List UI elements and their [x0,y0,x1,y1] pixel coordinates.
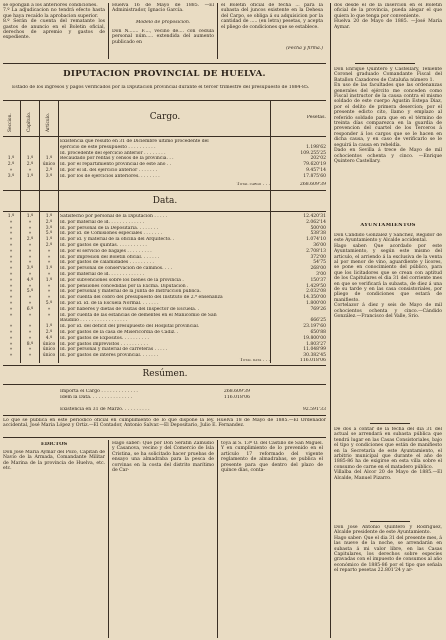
table-row [0,162,330,168]
articulo-cell: único [42,341,56,347]
table-row [0,307,330,313]
articulo-cell: 1.º [45,237,53,243]
col-divider [330,3,331,638]
capitulo-cell: 2.º [26,162,34,168]
data-title: Data. [152,196,178,206]
amount-cell: 3'00 [316,272,326,277]
table-row [0,255,330,261]
articulo-cell: único [42,353,56,359]
concept-cell: Id. por el repartimiento provincial de este año . . [60,162,172,168]
concept-cell: Id. por subvenciones sobre los bienes de la provincia . [60,277,184,283]
concept-cell: Id. por gastos de calamidades . . . . . . . . . [60,260,154,266]
concept-cell: Id. procedente del ejercicio anterior . . . . . . . . [60,150,166,156]
capitulo-cell: » [28,225,32,231]
amount-cell: 538'38 [310,231,326,237]
col-divider [108,440,109,638]
diputacion-subtitle: Estado de los ingresos y pagos verificados por la Diputacion provincial durante el tercer trimestre del presupuesto de 1884-85. [12,85,310,90]
cargo-title: Cargo. [149,112,181,122]
concept-cell: Id. por personal y material de carreteras . . . . . [60,347,168,353]
concept-cell: Id. por cuenta del cobro del presupuesto del Instituto de 2.ª enseñanza [60,295,223,301]
articulo-cell: 5.º [45,231,53,237]
ayuntamientos-title: AYUNTAMIENTOS [360,223,416,228]
articulo-cell: 5.º [45,301,53,306]
table-row [0,237,330,243]
amount-cell: 1.429'50 [306,283,326,289]
cargo-total-label: Total cargo . . . [236,182,270,187]
amount-cell: 2.062'14 [306,219,326,225]
concept-cell: Id. por personal y material de la Junta de Instruccion pública. [60,289,201,295]
seccion-cell: » [9,295,13,301]
seccion-cell: » [9,272,13,277]
seccion-cell: » [9,347,13,353]
articulo-cell: 1.º [45,266,53,272]
right-top: dos desde el de la insercion en el Boletin oficial de la provincia, pueda alegar el que quiera lo que tenga por conveniente. Huelva 20 de Mayo de 1885. —José María Aymar. [334,3,442,30]
table-row [0,168,330,174]
capitulo-cell: » [28,324,32,330]
edictos-title: EDICTOS [40,442,68,447]
articulo-cell: 1.º [45,214,53,219]
articulo-cell: único [42,162,56,168]
concept-cell: Id. por el servicio de bagajes . . . . . . . . . [60,248,152,254]
concept-cell: Id. por los de ejercicios anteriores. . . . . . . . [60,173,160,179]
amount-cell: 17.875'60 [303,173,326,179]
section-rule [3,437,326,438]
data-total-label: Total data . . . [239,358,270,363]
concept-cell: Existencia que resultó en 31 de Diciembre último procedente del [60,139,209,144]
articulo-cell: único [42,347,56,353]
seccion-cell: » [9,254,13,260]
table-col-rule [58,101,59,363]
concept-cell: Id. por personal de la Depositaría. . . . . . . . [60,225,159,231]
concept-cell: Baudilio . . . . . . . . . . . . . . . . . [60,318,128,324]
table-row [0,313,330,319]
seccion-cell: » [9,306,13,312]
top-col3: el Boletin oficial de fecha ... para la subasta del juncos existente en la Dehesa del Carpo, se obliga á su adquisicion por la cantidad de ..... (en letra) pesetas, y acepta el pliego de condiciones que se establece. [221,3,323,30]
articulo-cell: 1.º [45,277,53,283]
table-row [0,284,330,290]
articulo-cell: » [47,260,51,266]
articulo-cell: » [47,289,51,295]
concept-cell: ejercicio de este presupuesto . . . . . . . . . . [60,144,156,150]
table-rule [3,136,326,137]
seccion-cell: » [9,237,13,243]
concept-cell: Id. por pensiones concedidas por la Excma. Diputacion . [60,283,189,289]
table-row [0,301,330,307]
amount-cell: 769'26 [310,306,326,312]
articulo-cell: » [47,283,51,289]
capitulo-cell: 1.º [26,156,34,162]
seccion-cell: » [9,301,13,306]
seccion-cell: » [9,324,13,330]
amount-cell: 30.382'45 [303,353,326,359]
amount-cell: 23.197'60 [303,324,326,330]
capitulo-cell: 4.º [26,277,34,283]
col-header-capitulo: Capítulo. [27,111,32,132]
top-col2: Huelva 16 de Mayo de 1885. —El Administrador, Ignacio García. [112,3,214,14]
table-row [0,272,330,278]
seccion-cell: » [9,312,13,318]
concept-cell: Id. por id. y material de la oficina del Arquitecto. . [60,237,175,243]
amount-cell: 9.457'14 [306,168,326,173]
table-rule [3,190,326,191]
capitulo-cell: » [28,353,32,359]
resumen-title: Resúmen. [142,369,188,379]
data-total: 116.018'06 [299,358,326,363]
capitulo-cell: » [28,295,32,301]
col-header-articulo: Artículo. [46,112,51,132]
cargo-total: 268.609'39 [299,182,326,187]
table-row [0,145,330,151]
concept-cell: Id. por el id. del ejercicio anterior . . . . . . . [60,168,158,173]
table-row [0,174,330,180]
articulo-cell: 2.º [45,243,53,248]
right-candido1: Don Cándido González y Sánchez, Regidor de este Ayuntamiento y Alcalde accidental. Hago saber: Que acordado por este Ayuntamiento, y según este mismo del articulo, el arriendo á la exclusiva de la venta al por menor de vino, aguardiente y licores, se pone en conocimiento del público, para que los licitadores que se crean con aptitud de los Capitulares el dia 31 del corriente mes en que se verificará la subasta, de diez á una de su tarde y en las casa consistoriales, por pliego de condiciones que estará de manifiesto. Cortelazor á diez y seis de Mayo de mil ochocientos ochenta y cinco.—Cándido González.—Francisco del Valle, Srio. [334,233,442,320]
table-row [0,249,330,255]
amount-cell: 12.420'31 [303,214,326,219]
amount-cell: 500'00 [310,225,326,231]
articulo-cell: 1.º [45,324,53,330]
concept-cell: Id. por cuenta de las estancias de dementes en el Manicomio de San [60,312,217,318]
capitulo-cell: » [28,283,32,289]
amount-cell: 11.048'99 [303,347,326,353]
seccion-cell: » [9,248,13,254]
table-row [0,139,330,145]
table-row [0,214,330,220]
table-col-rule [270,101,271,363]
table-row [0,278,330,284]
table-col-rule [20,101,21,363]
capitulo-cell: » [28,330,32,335]
capitulo-cell: » [28,168,32,173]
seccion-cell: » [9,277,13,283]
capitulo-cell: 3.º [26,266,34,272]
amount-cell: 14.350'00 [303,295,326,301]
concept-cell: Id. por material de id. . . . . . . . . . . . . [60,219,145,225]
top-col2b: Don N....... F...., vecino de.... con cédula personal núm..... extendida del aumento publicado en [112,29,214,45]
capitulo-cell: 2.º [26,237,34,243]
concept-cell: Id. por id. de Comisiones especiales . . . . . . . [60,231,163,237]
seccion-cell: » [9,231,13,237]
amount-cell: 650'88 [310,330,326,335]
seccion-cell: 3.º [7,173,15,179]
top-col1: se opongan á los anteriores condiciones. 7.º La adjudicacion no tendrá efecto hasta que haya recaído la aprobacion superior. 8.º Serán de cuenta del rematante los gastos de anuncio en el Boletin oficial, derechos de apremio y gastos de expediente. [3,3,105,41]
table-row [0,220,330,226]
concept-cell: Id. por material de id. . . . . . . . . . . . . [60,272,145,277]
capitulo-cell: 1.º [26,214,34,219]
concept-cell: Id. por gastos de interés provincial. . . . . . . [60,353,159,359]
resumen-data-value: 116.018'06 [223,395,250,400]
concept-cell: Id. por personal de conservacion de caminos. . . . [60,266,173,272]
articulo-cell: » [47,306,51,312]
seccion-cell: » [9,219,13,225]
edictos-col3: toya al S. 13º O. del Castillo de San Miguel. Y en cumplimiento de lo prevenido en el artículo 17 reformado del vigente reglamento de almadrabas, se publica el presente para que dentro del plazo de quince días, conta- [221,441,323,474]
table-row [0,330,330,336]
amount-cell: 202'02 [310,156,326,162]
articulo-cell: 2.º [45,168,53,173]
amount-cell: 1.074'10 [306,237,326,243]
right-enrique: Don Enrique Quintero y Castellary, Teniente Coronel graduado Comandante Fiscal del Batallon Cazadores de Cataluña número 1. En uso de las facultades que las ordenanzas generales del ejército me conceden como Fiscal instructor de la causa contra el mismo soldado de este cuerpo Agustin Estepa Diaz, por el delito de primera desercion; por el presente edicto cito, llamo y emplazo al referido soldado para que en el término de treinta días comparezca en la guardia de prevencion del cuartel de los Terceros á responder á los cargos que se le hacen en dicha causa, y en caso de verificarlo se le seguirá la causa en rebeldía. Dado en Sevilla á trece de Mayo de mil ochocientos ochenta y cinco. —Enrique Quintero Castellary. [334,67,442,164]
table-row [0,243,330,249]
seccion-cell: » [9,335,13,341]
seccion-cell: 1.º [7,214,15,219]
articulo-cell: » [47,248,51,254]
table-rule [3,100,326,101]
capitulo-cell: » [28,301,32,306]
right-antonio: Don José Antonio Quintero y Rodríguez, Alcalde presidente de este Ayuntamiento. Hago saber: Que el dia 31 del presente mes, á las nueve de la noche, se arrendarán en subasta á mi valor libre, en las Casas Capitulares, los derechos sobre especies gravadas con el impuesto de consumos al año económico de 1885-86 por el tipo que señala el reparto pesetas 22.801'24 y ar- [334,525,442,574]
table-col-rule [39,101,40,363]
capitulo-cell: » [28,219,32,225]
capitulo-cell: » [28,243,32,248]
table-rule [3,211,326,212]
capitulo-cell: » [28,260,32,266]
table-rule [3,384,326,385]
seccion-cell: » [9,330,13,335]
concept-cell: Id. por gastos de quintas. . . . . . . . . . . [60,243,147,248]
footnote: Lo que se publica en este periódico oficial en cumplimiento de lo que dispone la ley. Huelva 18 de Mayo de 1885.—El Ordenador accidental, José Maria López y Ortiz.—El Contador, Antonio Salvar.—El Depositario, Julio E. Fernandez. [3,418,326,429]
concept-cell: Id. por id. del déficit del presupuesto del Hospital provincial. [60,324,200,330]
articulo-cell: 2.º [45,330,53,335]
articulo-cell: 4.º [45,335,53,341]
table-row [0,336,330,342]
capitulo-cell: 6.º [26,306,34,312]
capitulo-cell: » [28,248,32,254]
table-row [0,266,330,272]
resumen-data-label: Idem la Data. . . . . . . . . . . . . . . [60,395,133,400]
seccion-cell: » [9,341,13,347]
cargo-col-header: Pesetas. [306,115,326,120]
concept-cell: Id. por haberes y dietas de visitas del Inspector de Escuela. . [60,306,200,312]
capitulo-cell: 8.º [26,341,34,347]
seccion-cell: » [9,168,13,173]
articulo-cell: » [47,295,51,301]
amount-cell: 2.708'13 [306,248,326,254]
amount-cell: 54'75 [313,260,326,266]
amount-cell: 1.198'62 [306,144,326,150]
section-rule [370,423,410,424]
articulo-cell: 2.º [45,219,53,225]
concept-cell: Recaudado por rentas y censos de la provincia. . . [60,156,174,162]
amount-cell: 150'37 [310,277,326,283]
amount-cell: 79.620'19 [303,162,326,168]
capitulo-cell: » [28,254,32,260]
edictos-col2: Hago saber: Que por Don Serafín Zamudio y Casanova, vecino y del Comercio de Isla Cristina, se ha solicitado hacer pruebas de ensayo una almadraba para la pesca de corvinas en la costa del distrito marítimo de Car- [112,441,214,474]
seccion-cell: 1.º [7,156,15,162]
concept-cell: Id. por gastos de la casa de Misericordia de Cádiz. . [60,330,179,335]
capitulo-cell: 1.º [26,173,34,179]
capitulo-cell: » [28,312,32,318]
existencia-value: 92.591'33 [302,407,326,412]
seccion-cell: » [9,353,13,359]
table-rule [3,415,326,416]
seccion-cell: » [9,266,13,272]
capitulo-cell: » [28,231,32,237]
table-row [0,295,330,301]
concept-cell: Id. por impresion del Boletin oficial. . . . . . . [60,254,160,260]
amount-cell: 1.800'00 [306,301,326,306]
table-row [0,324,330,330]
capitulo-cell: 5.º [26,289,34,295]
concept-cell: Id. por gastos de Expósitos. . . . . . . . . . [60,335,149,341]
articulo-cell: 3.º [45,173,53,179]
seccion-cell: » [9,225,13,231]
resumen-cargo-value: 268.609'39 [223,389,250,394]
diputacion-title: DIPUTACION PROVINCIAL DE HUELVA. [63,69,266,79]
capitulo-cell: » [28,272,32,277]
concept-cell: Id. por gastos imprevistos . . . . . . . . . . [60,341,148,347]
articulo-cell: » [47,312,51,318]
amount-cell: 268'00 [310,266,326,272]
right-candido2: De dos á contar de la fecha del dia 31 del actual se arrendará en subasta pública que tendrá lugar en las Casas Consistoriales, bajo el tipo y condiciones que están de manifiesto en la Secretaría de este Ayuntamiento, el arbitrio municipal que durante el año de 1885-86 ha de exigirse en esta villa sobre el consumo de carne en el matadero público. Villalba del Alcor 20 de Mayo de 1885.—El Alcalde, Manuel Pizarro. [334,427,442,481]
articulo-cell: 1.º [45,156,53,162]
table-rule [3,365,326,366]
seccion-cell: » [9,243,13,248]
seccion-cell: » [9,289,13,295]
section-rule [370,521,410,522]
seccion-cell: » [9,283,13,289]
amount-cell: 36'00 [313,243,326,248]
concept-cell: Satisfecho por personal de la Diputacion . . . . . [60,214,168,219]
concept-cell: Id. por id. id. de la Escuela Normal. . . . . . . [60,301,159,306]
seccion-cell: » [9,260,13,266]
resumen-cargo-label: Importa el Cargo . . . . . . . . . . . . . [60,389,138,394]
amount-cell: 372'00 [310,254,326,260]
amount-cell: 2.032'08 [306,289,326,295]
seccion-cell: 2.º [7,162,15,168]
amount-cell: 666'25 [310,318,326,324]
section-rule [355,63,415,64]
col-header-seccion: Seccion. [8,113,13,132]
proposal-model-heading: Modelo de proposicion. [135,20,191,25]
capitulo-cell: » [28,335,32,341]
capitulo-cell: » [28,347,32,353]
amount-cell: 1.803'27 [306,341,326,347]
edictos-col1: Don José María Aymar del Pozo, Capitan de Navío de la Armada, Comandante Militar de Marina de la provincia de Huelva, etc. etc. [3,450,105,472]
amount-cell: 109.255'25 [300,150,326,156]
table-row [0,289,330,295]
articulo-cell: 3.º [45,225,53,231]
col-divider [217,440,218,638]
amount-cell: 19.800'00 [303,335,326,341]
articulo-cell: » [47,254,51,260]
existencia-label: Existencia en 31 de Marzo. . . . . . . . . . [60,407,150,412]
top-col3-sign: (Fecha y firma.) [286,46,323,51]
articulo-cell: » [47,272,51,277]
